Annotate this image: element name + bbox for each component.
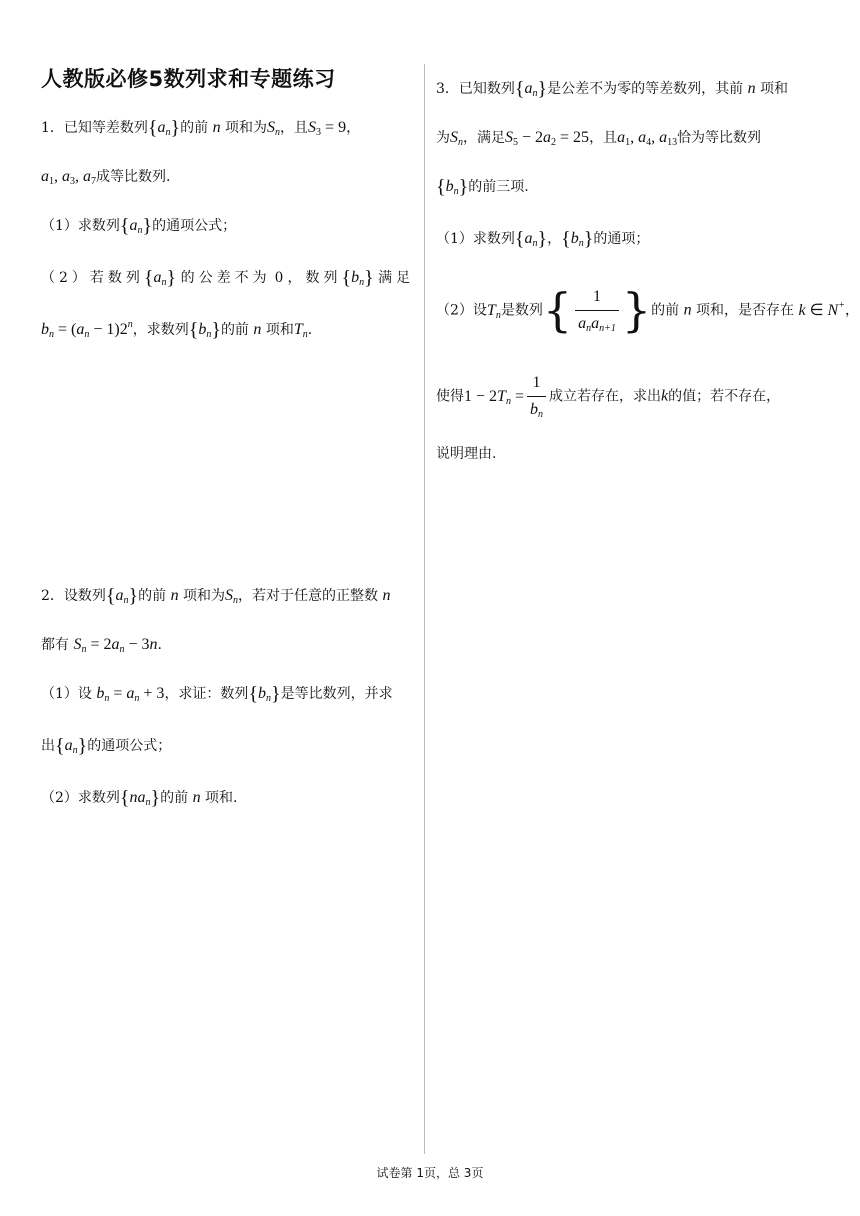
q3-stem-line-3: $\{b_n\}$的前三项. bbox=[436, 176, 529, 198]
question-2 bbox=[41, 581, 413, 813]
q1-part-1: （1）求数列$\{a_n\}$的通项公式； bbox=[41, 215, 237, 238]
page-title: 人教版必修5数列求和专题练习 bbox=[41, 67, 336, 91]
fraction-1-over-bn: $\frac{1}{b_n}$ bbox=[527, 371, 546, 422]
right-column bbox=[436, 74, 859, 465]
q3-part-2-line-2: 使得$1 - 2T_n$ = $\frac{1}{b_n}$ 成立若存在，求出k的值；若不存在， bbox=[436, 371, 818, 422]
q2-stem-line-1: 2．设数列$\{a_n\}$的前 n 项和为$S_n$，若对于任意的正整数 n bbox=[41, 585, 391, 608]
q3-part-2-line-3: 说明理由. bbox=[436, 446, 497, 462]
page-footer: 试卷第 1页，总 3页 bbox=[376, 1166, 484, 1180]
q1-stem-line-2: $a_1$, $a_3$, $a_7$成等比数列. bbox=[41, 168, 171, 188]
q3-part-1: （1）求数列$\{a_n\}$，$\{b_n\}$的通项； bbox=[436, 228, 650, 250]
q1-part-2-line-1: （2）若数列$\{a_n\}$ 的公差不为 0 ，数列$\{b_n\}$ 满足 bbox=[41, 267, 415, 290]
column-divider bbox=[424, 64, 425, 1154]
q1-part-2-line-2: $b_n = (a_n - 1)2^n$，求数列$\{b_n\}$的前 n 项和$T_n$. bbox=[41, 319, 313, 342]
q3-stem-line-2: 为$S_n$，满足$S_5 - 2a_2 = 25$，且$a_1$, $a_4$, $a_{13}$恰为等比数列 bbox=[436, 129, 762, 148]
q2-stem-line-2: 都有 $S_n = 2a_n - 3n$. bbox=[41, 636, 162, 656]
q2-part-2: （2）求数列$\{na_n\}$的前 n 项和. bbox=[41, 787, 238, 810]
q2-part-1-line-1: （1）设 $b_n = a_n + 3$，求证：数列$\{b_n\}$是等比数列，并求 bbox=[41, 683, 393, 706]
question-1 bbox=[41, 113, 413, 345]
q1-stem-line-1: 1．已知等差数列$\{a_n\}$的前 n 项和为$S_n$，且$S_3 = 9$， bbox=[41, 117, 361, 140]
q3-part-2-line-1: （2）设$T_n$是数列{ $\frac{1}{a_na_{n+1}}$ }的前 n 项和，是否存在 k ∈ N+， bbox=[436, 283, 859, 337]
question-3 bbox=[436, 74, 859, 465]
fraction-1-over-an-an1: $\frac{1}{a_na_{n+1}}$ bbox=[575, 285, 619, 336]
q2-part-1-line-2: 出$\{a_n\}$的通项公式； bbox=[41, 735, 172, 758]
left-column bbox=[41, 66, 413, 813]
q3-stem-line-1: 3．已知数列$\{a_n\}$是公差不为零的等差数列，其前 n 项和 bbox=[436, 78, 789, 100]
